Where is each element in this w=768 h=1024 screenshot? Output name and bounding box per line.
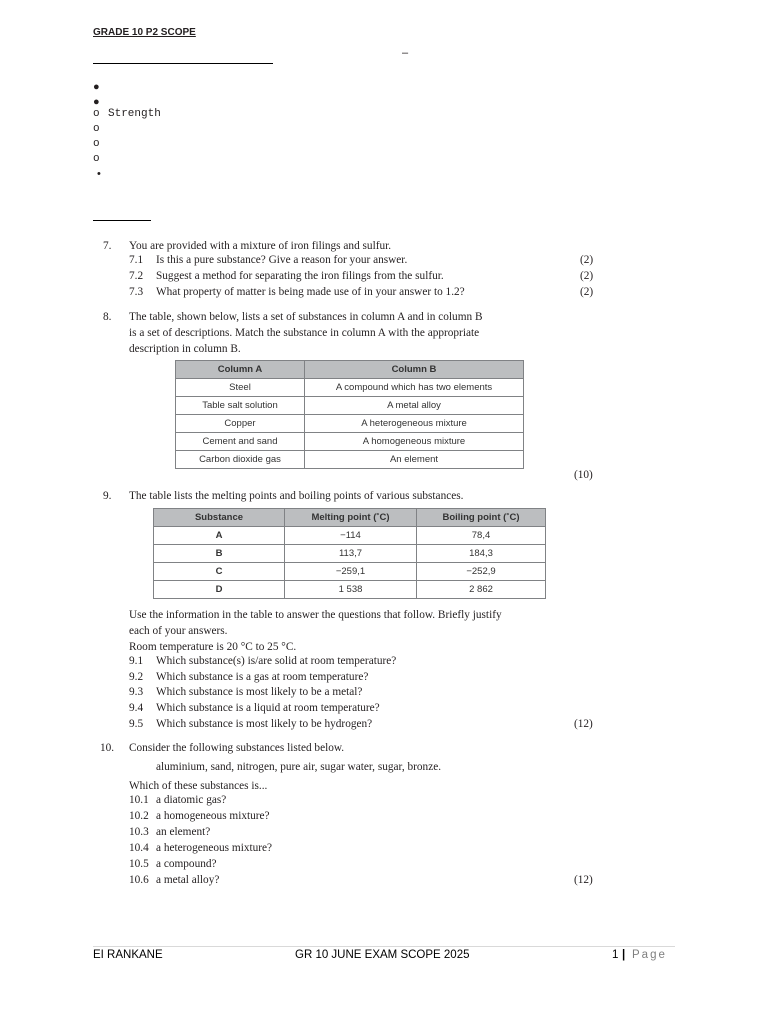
q8-text-line: is a set of descriptions. Match the substance in column A with the appropriate: [129, 327, 480, 339]
table-cell: D: [154, 581, 285, 599]
q8-number: 8.: [103, 311, 112, 323]
q9-intro-line: Room temperature is 20 °C to 25 °C.: [129, 641, 297, 653]
table-header: Melting point (˚C): [285, 509, 417, 527]
table-cell: 184,3: [417, 545, 546, 563]
q10-text: Consider the following substances listed below.: [129, 742, 345, 754]
q7-3-mark: (2): [580, 286, 594, 298]
section-underline-rule: [93, 220, 151, 221]
page-title: GRADE 10 P2 SCOPE: [93, 27, 196, 38]
table-cell: 78,4: [417, 527, 546, 545]
q8-text-line: description in column B.: [129, 343, 241, 355]
table-cell: −259,1: [285, 563, 417, 581]
table-cell: Carbon dioxide gas: [176, 451, 305, 469]
table-cell: A compound which has two elements: [305, 379, 524, 397]
q9-5-text: Which substance is most likely to be hydrogen?: [156, 718, 373, 730]
table-row: [154, 581, 546, 599]
table-row: [176, 433, 524, 451]
q10-substance-list: aluminium, sand, nitrogen, pure air, sugar water, sugar, bronze.: [156, 761, 442, 773]
q7-1-text: Is this a pure substance? Give a reason for your answer.: [156, 254, 408, 266]
footer-title: GR 10 JUNE EXAM SCOPE 2025: [295, 949, 470, 961]
table-cell: 113,7: [285, 545, 417, 563]
q10-2-text: a homogeneous mixture?: [156, 810, 270, 822]
table-cell: A heterogeneous mixture: [305, 415, 524, 433]
q10-5-number: 10.5: [129, 858, 149, 870]
q9-mark: (12): [574, 718, 593, 730]
bullet-marker: o: [93, 123, 100, 135]
q10-5-text: a compound?: [156, 858, 217, 870]
q9-text: The table lists the melting points and boiling points of various substances.: [129, 490, 464, 502]
q7-3-text: What property of matter is being made use of in your answer to 1.2?: [156, 286, 465, 298]
q10-6-text: a metal alloy?: [156, 874, 220, 886]
q10-mark: (12): [574, 874, 593, 886]
bullet-marker: ●: [93, 81, 100, 93]
table-cell: B: [154, 545, 285, 563]
q10-3-text: an element?: [156, 826, 211, 838]
q7-2-text: Suggest a method for separating the iron filings from the sulfur.: [156, 270, 444, 282]
table-row: [154, 563, 546, 581]
q7-1-mark: (2): [580, 254, 594, 266]
q8-matching-table: [175, 360, 524, 469]
table-header: Boiling point (˚C): [417, 509, 546, 527]
table-cell: −252,9: [417, 563, 546, 581]
table-cell: C: [154, 563, 285, 581]
q9-1-text: Which substance(s) is/are solid at room temperature?: [156, 655, 397, 667]
q9-intro-line: Use the information in the table to answer the questions that follow. Briefly justify: [129, 609, 502, 621]
q9-number: 9.: [103, 490, 112, 502]
q10-1-text: a diatomic gas?: [156, 794, 227, 806]
table-cell: A: [154, 527, 285, 545]
bullet-marker: o: [93, 108, 100, 120]
table-cell: 2 862: [417, 581, 546, 599]
q10-6-number: 10.6: [129, 874, 149, 886]
table-cell: Table salt solution: [176, 397, 305, 415]
table-header: Column A: [176, 361, 305, 379]
q9-5-number: 9.5: [129, 718, 144, 730]
q7-2-number: 7.2: [129, 270, 144, 282]
bullet-marker: o: [93, 138, 100, 150]
table-cell: Cement and sand: [176, 433, 305, 451]
bullet-marker: •: [97, 168, 101, 180]
q7-1-number: 7.1: [129, 254, 144, 266]
stray-dash: –: [402, 47, 409, 59]
footer-rule: [93, 946, 675, 947]
table-row: [154, 545, 546, 563]
bullet-marker: ●: [93, 96, 100, 108]
q10-2-number: 10.2: [129, 810, 149, 822]
table-cell: Steel: [176, 379, 305, 397]
q10-1-number: 10.1: [129, 794, 149, 806]
q9-3-text: Which substance is most likely to be a metal?: [156, 686, 363, 698]
table-row: [154, 527, 546, 545]
table-row: [176, 397, 524, 415]
table-row: [176, 415, 524, 433]
table-header: Column B: [305, 361, 524, 379]
table-header: Substance: [154, 509, 285, 527]
q10-prompt: Which of these substances is...: [129, 780, 268, 792]
q9-2-number: 9.2: [129, 671, 144, 683]
q10-number: 10.: [100, 742, 115, 754]
table-cell: 1 538: [285, 581, 417, 599]
table-cell: Copper: [176, 415, 305, 433]
q9-1-number: 9.1: [129, 655, 144, 667]
footer-page-label: Page: [632, 949, 667, 961]
table-row: [176, 451, 524, 469]
q9-4-number: 9.4: [129, 702, 144, 714]
footer-separator: |: [622, 949, 626, 961]
q7-text: You are provided with a mixture of iron filings and sulfur.: [129, 240, 392, 252]
table-row: [176, 379, 524, 397]
bullet-marker: o: [93, 153, 100, 165]
table-cell: An element: [305, 451, 524, 469]
q9-3-number: 9.3: [129, 686, 144, 698]
table-cell: A metal alloy: [305, 397, 524, 415]
q7-2-mark: (2): [580, 270, 594, 282]
table-cell: −114: [285, 527, 417, 545]
bullet-text-strength: Strength: [108, 108, 161, 120]
q9-intro-line: each of your answers.: [129, 625, 228, 637]
q8-text-line: The table, shown below, lists a set of substances in column A and in column B: [129, 311, 483, 323]
q7-number: 7.: [103, 240, 112, 252]
q9-2-text: Which substance is a gas at room temperature?: [156, 671, 369, 683]
table-cell: A homogeneous mixture: [305, 433, 524, 451]
q10-4-number: 10.4: [129, 842, 149, 854]
q7-3-number: 7.3: [129, 286, 144, 298]
footer-page-number: 1: [612, 949, 619, 961]
q8-mark: (10): [574, 469, 593, 481]
footer-author: EI RANKANE: [93, 949, 163, 961]
q10-4-text: a heterogeneous mixture?: [156, 842, 273, 854]
title-underline-rule: [93, 63, 273, 64]
q9-melting-boiling-table: [153, 508, 546, 599]
q9-4-text: Which substance is a liquid at room temperature?: [156, 702, 380, 714]
q10-3-number: 10.3: [129, 826, 149, 838]
